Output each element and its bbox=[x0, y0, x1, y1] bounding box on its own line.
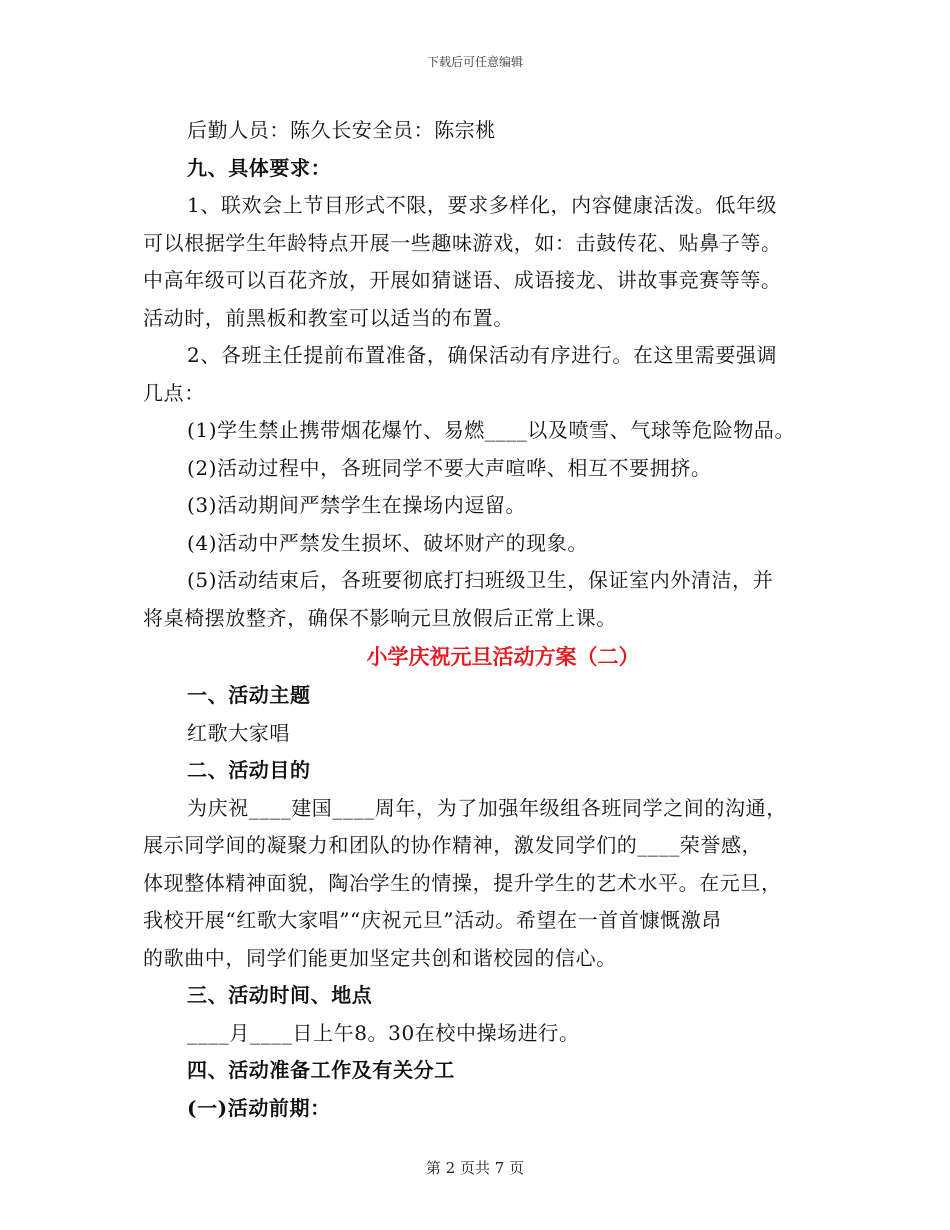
paragraph-text: 几点： bbox=[143, 380, 205, 405]
paragraph-text: 红歌大家唱 bbox=[187, 720, 290, 745]
paragraph-logistics: 后勤人员：陈久长安全员：陈宗桃 bbox=[187, 118, 496, 142]
page-header: 下载后可任意编辑 bbox=[426, 55, 523, 69]
paragraph-text: 体现整体精神面貌，陶冶学生的情操，提升学生的艺术水平。在元旦， bbox=[143, 870, 782, 895]
paragraph-text: 1、联欢会上节目形式不限，要求多样化，内容健康活泼。低年级 bbox=[187, 193, 778, 217]
paragraph-text: ____月____日上午8。30在校中操场进行。 bbox=[187, 1020, 580, 1045]
list-item: (4)活动中严禁发生损坏、破坏财产的现象。 bbox=[187, 530, 588, 555]
paragraph-text: 为庆祝____建国____周年，为了加强年级组各班同学之间的沟通， bbox=[187, 795, 787, 820]
paragraph-text: 中高年级可以百花齐放，开展如猜谜语、成语接龙、讲故事竞赛等等。 bbox=[143, 268, 782, 292]
paragraph-text: 2、各班主任提前布置准备，确保活动有序进行。在这里需要强调 bbox=[187, 343, 778, 367]
paragraph-text: 活动时，前黑板和教室可以适当的布置。 bbox=[143, 305, 514, 330]
heading-pre-activity: (一)活动前期： bbox=[187, 1095, 331, 1120]
heading-preparation: 四、活动准备工作及有关分工 bbox=[187, 1058, 455, 1082]
list-item: (3)活动期间严禁学生在操场内逗留。 bbox=[187, 493, 527, 517]
heading-purpose: 二、活动目的 bbox=[187, 758, 311, 782]
paragraph-text: 展示同学间的凝聚力和团队的协作精神，激发同学们的____荣誉感， bbox=[143, 833, 763, 857]
heading-theme: 一、活动主题 bbox=[187, 683, 311, 707]
section-title: 小学庆祝元旦活动方案（二） bbox=[366, 644, 640, 669]
paragraph-text: 将桌椅摆放整齐，确保不影响元旦放假后正常上课。 bbox=[143, 605, 617, 630]
list-item: (2)活动过程中，各班同学不要大声喧哗、相互不要拥挤。 bbox=[187, 455, 712, 480]
heading-time-place: 三、活动时间、地点 bbox=[187, 983, 373, 1007]
page-footer: 第 2 页共 7 页 bbox=[425, 1159, 525, 1177]
list-item: (5)活动结束后，各班要彻底打扫班级卫生，保证室内外清洁，并 bbox=[187, 568, 774, 592]
paragraph-text: 的歌曲中，同学们能更加坚定共创和谐校园的信心。 bbox=[143, 945, 617, 970]
paragraph-text: 可以根据学生年龄特点开展一些趣味游戏，如：击鼓传花、贴鼻子等。 bbox=[143, 230, 782, 255]
heading-requirements: 九、具体要求： bbox=[187, 155, 332, 180]
paragraph-text: 我校开展“红歌大家唱”“庆祝元旦”活动。希望在一首首慷慨激昂 bbox=[143, 908, 722, 932]
list-item: (1)学生禁止携带烟花爆竹、易燃____以及喷雪、气球等危险物品。 bbox=[187, 418, 796, 442]
document-body bbox=[143, 112, 823, 1127]
